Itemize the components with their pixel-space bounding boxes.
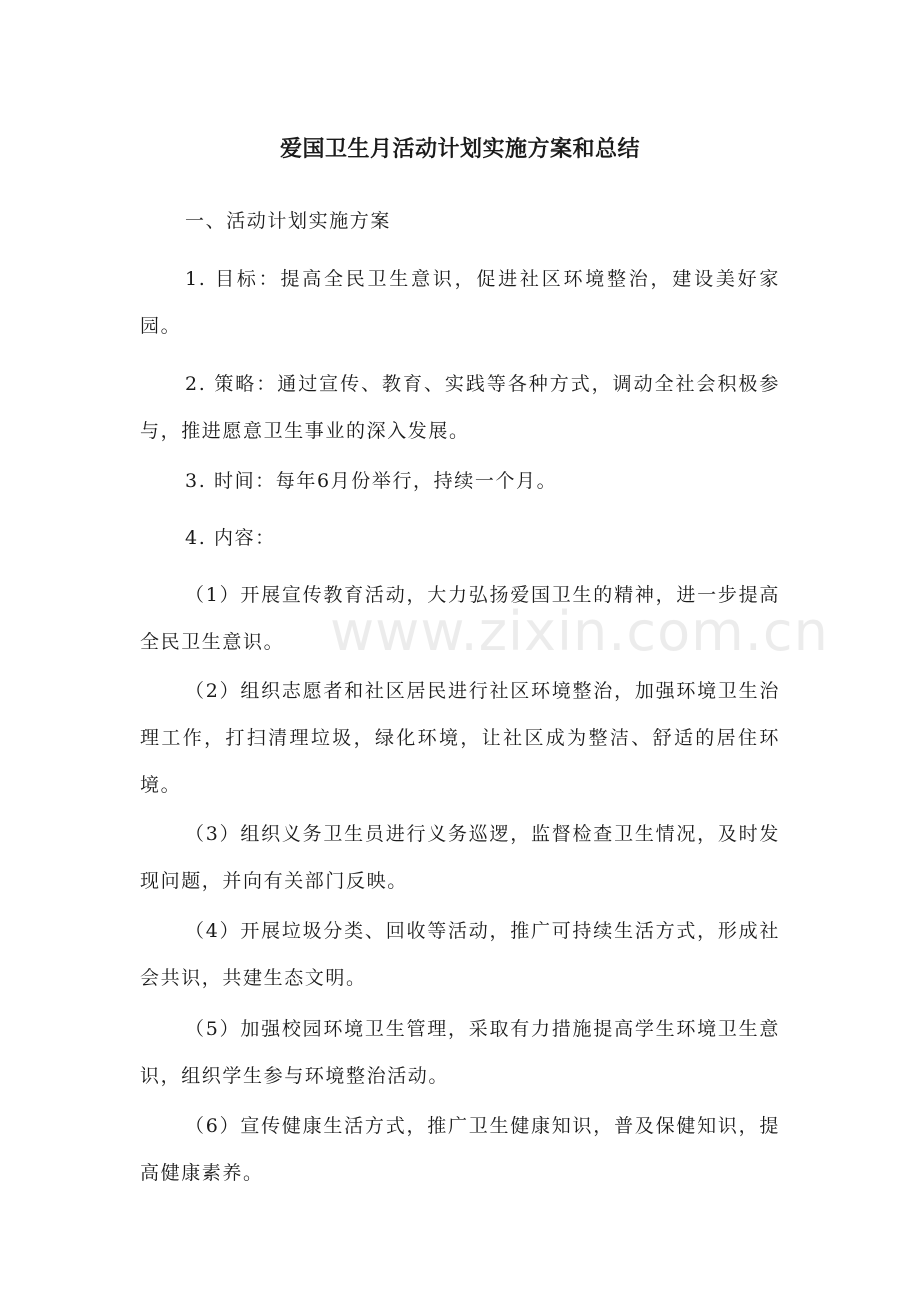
item-strategy: 2. 策略：通过宣传、教育、实践等各种方式，调动全社会积极参与，推进愿意卫生事业的深入发展。 — [140, 373, 780, 442]
section-heading: 一、活动计划实施方案 — [185, 210, 392, 232]
item-time: 3. 时间：每年6月份举行，持续一个月。 — [185, 470, 558, 492]
item-content: 4. 内容： — [185, 527, 276, 549]
item-goal: 1. 目标：提高全民卫生意识，促进社区环境整治，建设美好家园。 — [140, 268, 780, 337]
content-item-6: （6）宣传健康生活方式，推广卫生健康知识，普及保健知识，提高健康素养。 — [140, 1115, 780, 1184]
document-title: 爱国卫生月活动计划实施方案和总结 — [279, 137, 640, 162]
content-item-1: （1）开展宣传教育活动，大力弘扬爱国卫生的精神，进一步提高全民卫生意识。 — [140, 584, 780, 653]
content-item-2: （2）组织志愿者和社区居民进行社区环境整治，加强环境卫生治理工作，打扫清理垃圾，绿化环境，让社区成为整洁、舒适的居住环境。 — [140, 680, 780, 796]
watermark: www.zixin.com.cn — [330, 600, 829, 663]
content-item-3: （3）组织义务卫生员进行义务巡逻，监督检查卫生情况，及时发现问题，并向有关部门反映。 — [140, 823, 780, 892]
content-item-4: （4）开展垃圾分类、回收等活动，推广可持续生活方式，形成社会共识，共建生态文明。 — [140, 920, 780, 989]
content-item-5: （5）加强校园环境卫生管理，采取有力措施提高学生环境卫生意识，组织学生参与环境整治活动。 — [140, 1018, 780, 1087]
